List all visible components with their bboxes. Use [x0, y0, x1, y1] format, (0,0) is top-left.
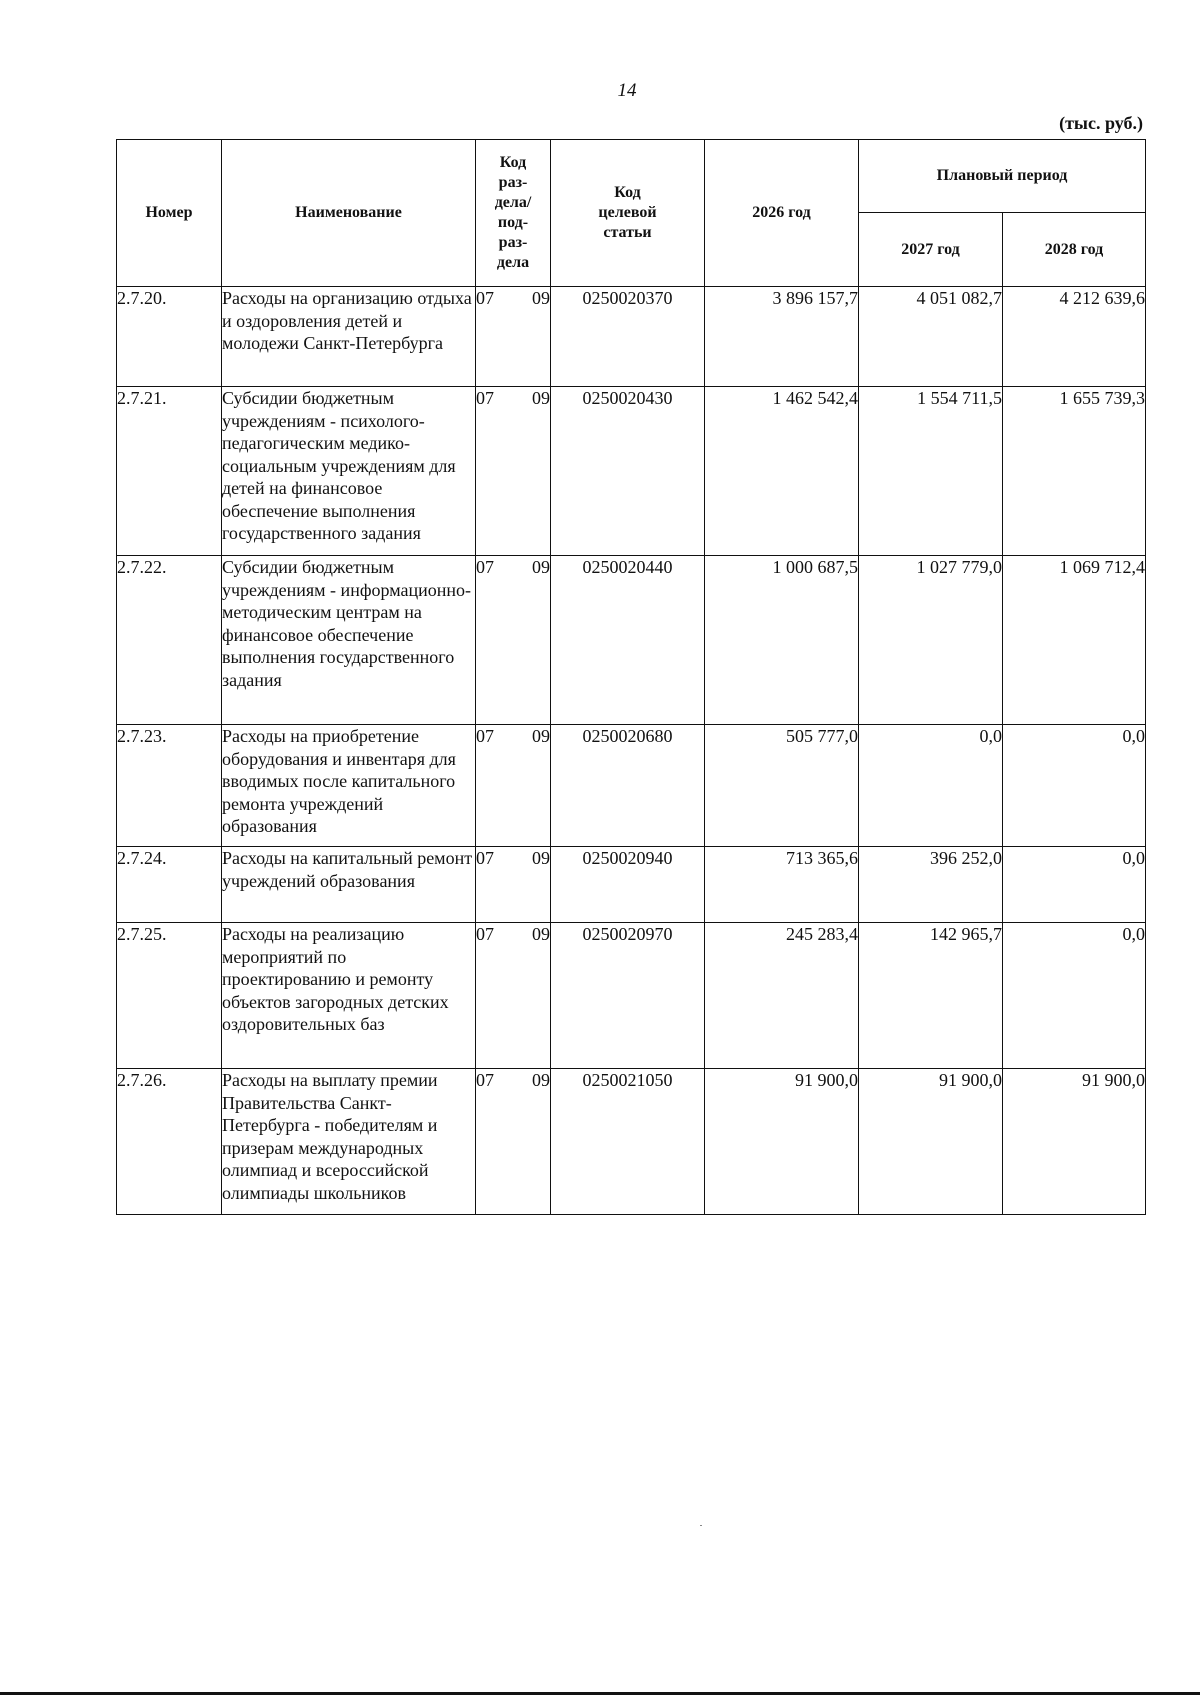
row-name: Расходы на выплату премии Правительства Санкт-Петербурга - победителям и призерам международных олимпиад и всероссийской олимпиады школьников	[222, 1069, 476, 1215]
row-subsection: 09	[521, 556, 551, 725]
row-subsection: 09	[521, 923, 551, 1069]
row-value-2027: 1 027 779,0	[859, 556, 1003, 725]
row-name: Расходы на капитальный ремонт учреждений образования	[222, 847, 476, 923]
row-name: Субсидии бюджетным учреждениям - психолого-педагогическим медико-социальным учреждениям для детей на финансовое обеспечение выполнения государственного задания	[222, 387, 476, 556]
table-row	[117, 1069, 1146, 1215]
row-value-2026: 1 000 687,5	[705, 556, 859, 725]
row-value-2028: 1 069 712,4	[1003, 556, 1146, 725]
table-row	[117, 923, 1146, 1069]
header-section-code: Код раз- дела/ под- раз- дела	[476, 140, 551, 287]
row-section: 07	[476, 725, 521, 847]
row-value-2028: 0,0	[1003, 725, 1146, 847]
table-row	[117, 387, 1146, 556]
scan-speck	[700, 1525, 702, 1526]
row-target-code: 0250020430	[551, 387, 705, 556]
row-section: 07	[476, 556, 521, 725]
row-subsection: 09	[521, 725, 551, 847]
header-name: Наименование	[222, 140, 476, 287]
row-value-2026: 1 462 542,4	[705, 387, 859, 556]
row-value-2027: 4 051 082,7	[859, 287, 1003, 387]
row-section: 07	[476, 287, 521, 387]
row-number: 2.7.22.	[117, 556, 222, 725]
header-number: Номер	[117, 140, 222, 287]
row-target-code: 0250020680	[551, 725, 705, 847]
header-year-2027: 2027 год	[859, 213, 1003, 287]
table-row	[117, 725, 1146, 847]
table-row	[117, 287, 1146, 387]
row-name: Расходы на организацию отдыха и оздоровления детей и молодежи Санкт-Петербурга	[222, 287, 476, 387]
units-label: (тыс. руб.)	[1059, 113, 1143, 133]
row-target-code: 0250021050	[551, 1069, 705, 1215]
row-name: Расходы на реализацию мероприятий по проектированию и ремонту объектов загородных детских оздоровительных баз	[222, 923, 476, 1069]
header-year-2028: 2028 год	[1003, 213, 1146, 287]
header-planned-period: Плановый период	[859, 140, 1146, 213]
row-target-code: 0250020970	[551, 923, 705, 1069]
row-section: 07	[476, 387, 521, 556]
row-value-2026: 245 283,4	[705, 923, 859, 1069]
row-number: 2.7.20.	[117, 287, 222, 387]
header-year-2026: 2026 год	[705, 140, 859, 287]
table-row	[117, 847, 1146, 923]
row-name: Расходы на приобретение оборудования и инвентаря для вводимых после капитального ремонта учреждений образования	[222, 725, 476, 847]
row-value-2028: 0,0	[1003, 923, 1146, 1069]
row-subsection: 09	[521, 387, 551, 556]
row-number: 2.7.23.	[117, 725, 222, 847]
page-number: 14	[617, 80, 637, 101]
row-number: 2.7.24.	[117, 847, 222, 923]
row-number: 2.7.25.	[117, 923, 222, 1069]
row-value-2027: 142 965,7	[859, 923, 1003, 1069]
row-value-2028: 91 900,0	[1003, 1069, 1146, 1215]
row-value-2027: 0,0	[859, 725, 1003, 847]
row-value-2026: 91 900,0	[705, 1069, 859, 1215]
row-subsection: 09	[521, 1069, 551, 1215]
row-section: 07	[476, 923, 521, 1069]
row-section: 07	[476, 847, 521, 923]
row-value-2027: 396 252,0	[859, 847, 1003, 923]
row-value-2026: 3 896 157,7	[705, 287, 859, 387]
row-number: 2.7.26.	[117, 1069, 222, 1215]
row-target-code: 0250020440	[551, 556, 705, 725]
row-value-2027: 91 900,0	[859, 1069, 1003, 1215]
row-value-2027: 1 554 711,5	[859, 387, 1003, 556]
table-row	[117, 556, 1146, 725]
row-name: Субсидии бюджетным учреждениям - информационно-методическим центрам на финансовое обеспечение выполнения государственного задания	[222, 556, 476, 725]
row-value-2026: 713 365,6	[705, 847, 859, 923]
row-target-code: 0250020940	[551, 847, 705, 923]
row-value-2028: 4 212 639,6	[1003, 287, 1146, 387]
row-target-code: 0250020370	[551, 287, 705, 387]
row-number: 2.7.21.	[117, 387, 222, 556]
row-section: 07	[476, 1069, 521, 1215]
row-subsection: 09	[521, 847, 551, 923]
row-subsection: 09	[521, 287, 551, 387]
row-value-2026: 505 777,0	[705, 725, 859, 847]
budget-table	[116, 139, 1146, 1215]
row-value-2028: 1 655 739,3	[1003, 387, 1146, 556]
header-target-code: Код целевой статьи	[551, 140, 705, 287]
row-value-2028: 0,0	[1003, 847, 1146, 923]
